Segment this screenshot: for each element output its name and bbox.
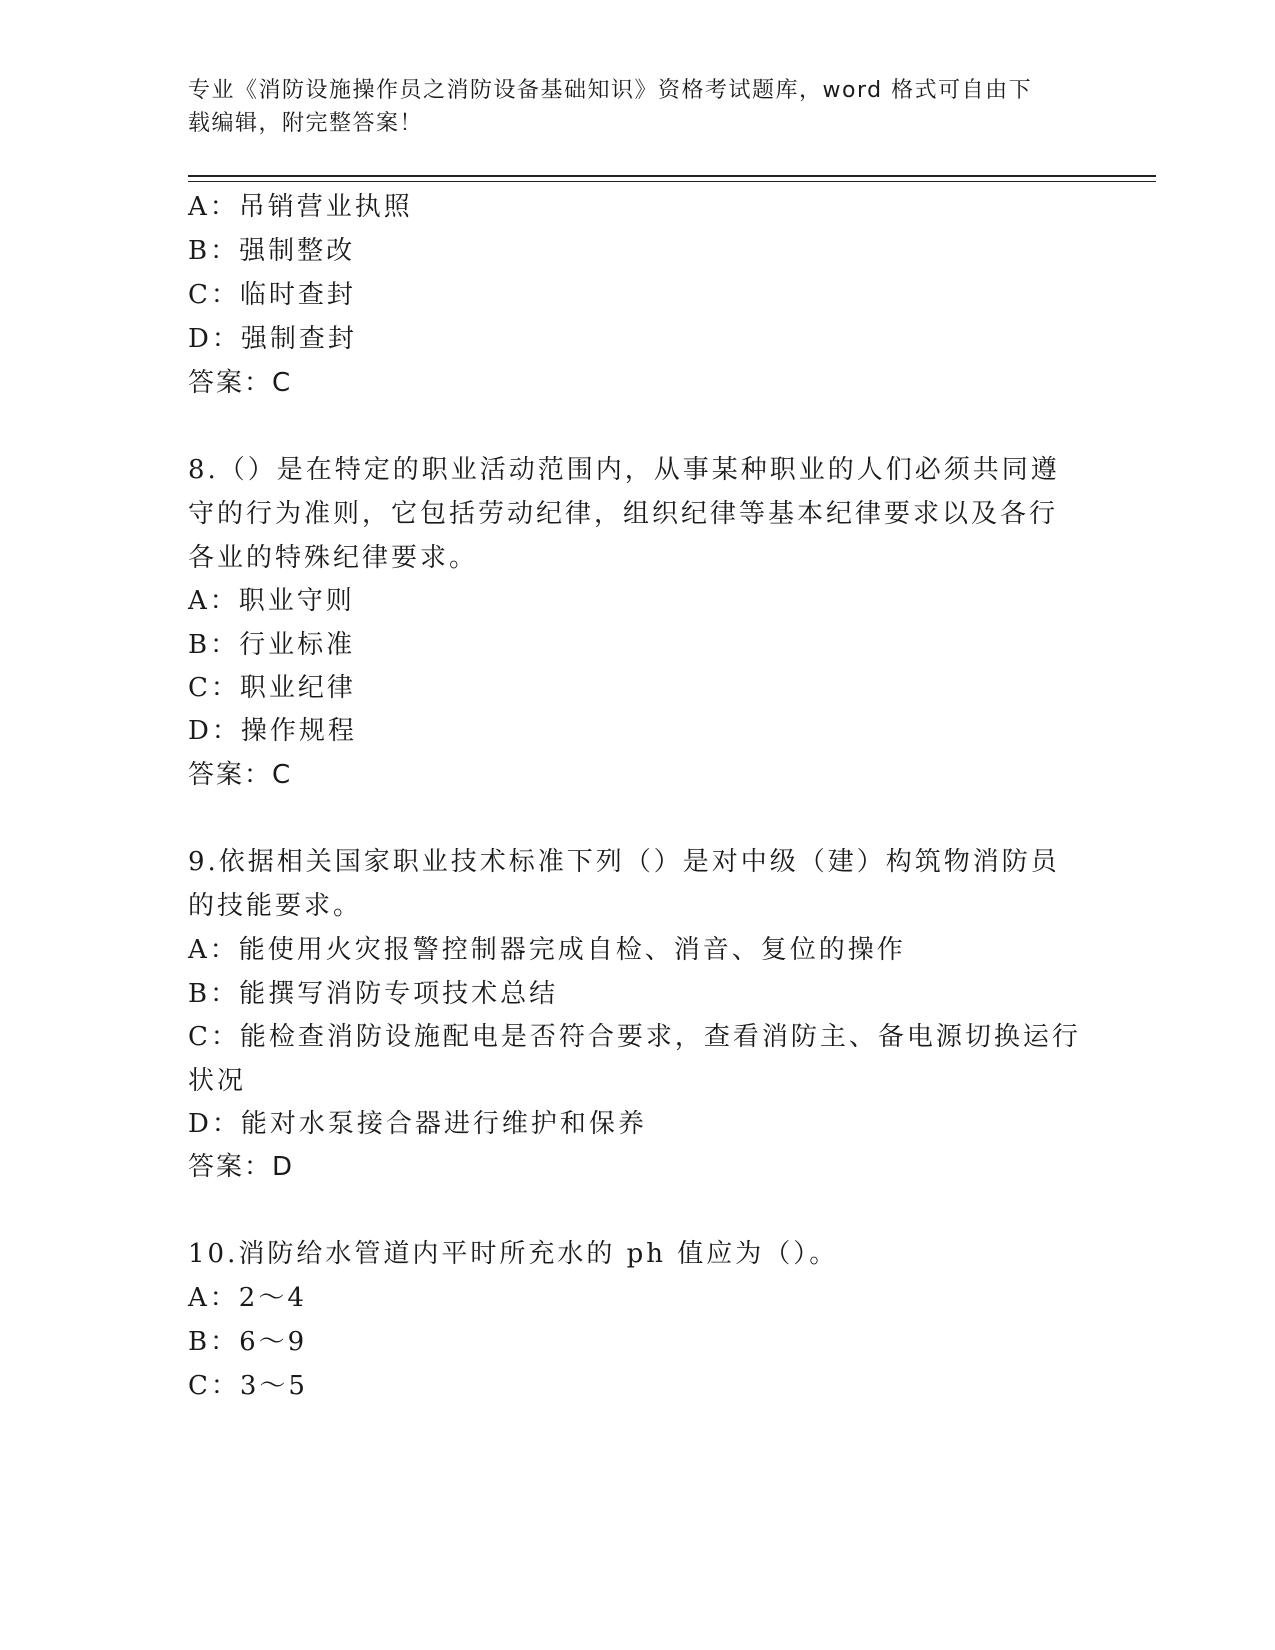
q7-option-a: A：吊销营业执照 xyxy=(188,192,413,222)
q9-stem-line-1: 9.依据相关国家职业技术标准下列（）是对中级（建）构筑物消防员 xyxy=(188,847,1060,877)
q8-answer: 答案：C xyxy=(188,760,293,790)
q9-option-c-line-1: C：能检查消防设施配电是否符合要求，查看消防主、备电源切换运行 xyxy=(188,1022,1081,1052)
q9-option-c-line-2: 状况 xyxy=(188,1066,247,1096)
q9-option-a: A：能使用火灾报警控制器完成自检、消音、复位的操作 xyxy=(188,935,906,965)
q9-stem-line-2: 的技能要求。 xyxy=(188,891,363,921)
q10-option-c: C：3～5 xyxy=(188,1371,308,1401)
document-header xyxy=(188,74,1068,140)
q9-option-b: B：能撰写消防专项技术总结 xyxy=(188,979,559,1009)
q10-option-b: B：6～9 xyxy=(188,1327,308,1357)
q8-option-c: C：职业纪律 xyxy=(188,673,356,703)
q8-option-d: D：操作规程 xyxy=(188,716,357,746)
header-divider-thick xyxy=(188,175,1156,177)
q7-option-d: D：强制查封 xyxy=(188,324,357,354)
q8-option-b: B：行业标准 xyxy=(188,630,356,660)
q9-answer: 答案：D xyxy=(188,1152,295,1182)
header-line-2: 载编辑，附完整答案！ xyxy=(188,111,424,136)
q8-stem-line-3: 各业的特殊纪律要求。 xyxy=(188,543,479,573)
q7-answer: 答案：C xyxy=(188,368,293,398)
q10-stem-line-1: 10.消防给水管道内平时所充水的 ph 值应为（）。 xyxy=(188,1239,839,1269)
header-divider-thin xyxy=(188,181,1156,182)
q9-option-d: D：能对水泵接合器进行维护和保养 xyxy=(188,1109,647,1139)
q7-option-b: B：强制整改 xyxy=(188,236,356,266)
q10-option-a: A：2～4 xyxy=(188,1283,307,1313)
q8-stem-line-1: 8.（）是在特定的职业活动范围内，从事某种职业的人们必须共同遵 xyxy=(188,455,1060,485)
q8-option-a: A：职业守则 xyxy=(188,586,355,616)
q7-option-c: C：临时查封 xyxy=(188,280,356,310)
header-line-1: 专业《消防设施操作员之消防设备基础知识》资格考试题库，word 格式可自由下 xyxy=(188,78,1033,103)
q8-stem-line-2: 守的行为准则，它包括劳动纪律，组织纪律等基本纪律要求以及各行 xyxy=(188,499,1059,529)
